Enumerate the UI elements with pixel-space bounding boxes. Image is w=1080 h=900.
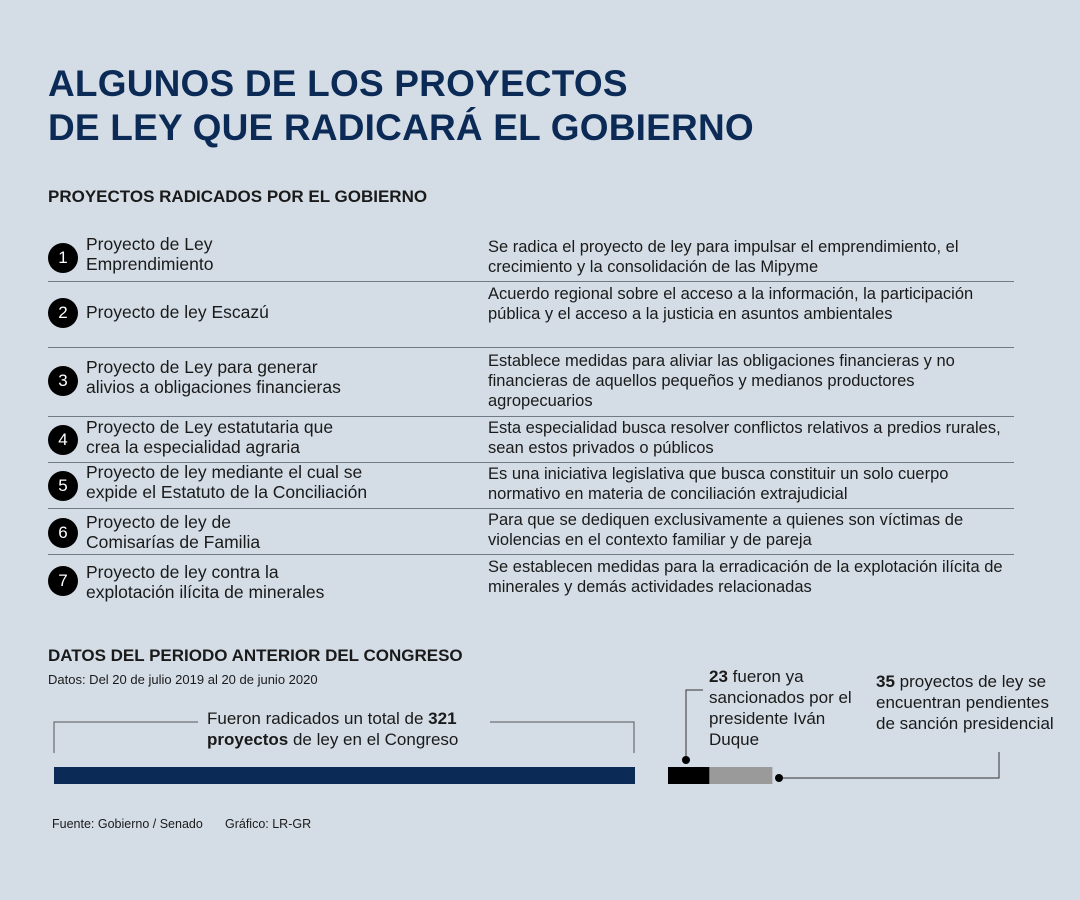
project-row bbox=[48, 281, 1014, 348]
sanctioned-dot bbox=[682, 756, 690, 764]
project-name: Proyecto de ley mediante el cual se expide el Estatuto de la Conciliación bbox=[86, 462, 368, 502]
project-row bbox=[48, 416, 1014, 463]
project-description: Se establecen medidas para la erradicación de la explotación ilícita de minerales y demás actividades relacionadas bbox=[488, 558, 1003, 596]
sanctioned-text: fueron ya sancionados por el presidente Iván Duque bbox=[709, 667, 852, 749]
project-name: Proyecto de ley de Comisarías de Familia bbox=[86, 512, 261, 552]
pending-dot bbox=[775, 774, 783, 782]
project-number-badge: 1 bbox=[48, 243, 78, 273]
project-number-badge: 6 bbox=[48, 518, 78, 548]
project-description: Acuerdo regional sobre el acceso a la información, la participación pública y el acceso a la justicia en asuntos ambientales bbox=[488, 285, 974, 323]
total-label bbox=[207, 708, 497, 750]
project-number-badge: 5 bbox=[48, 471, 78, 501]
project-description: Establece medidas para aliviar las obligaciones financieras y no financieras de aquellos pequeños y medianos productores agropecuarios bbox=[488, 352, 955, 410]
total-label-post: de ley en el Congreso bbox=[288, 730, 459, 749]
project-number-badge: 4 bbox=[48, 425, 78, 455]
pending-value: 35 bbox=[876, 672, 895, 691]
pending-connector bbox=[779, 752, 999, 778]
project-number-badge: 2 bbox=[48, 298, 78, 328]
pending-text: proyectos de ley se encuentran pendientes de sanción presidencial bbox=[876, 672, 1054, 733]
total-label-bold: proyectos bbox=[207, 730, 289, 749]
project-row bbox=[48, 462, 1014, 509]
page-title bbox=[48, 62, 754, 150]
project-row bbox=[48, 508, 1014, 555]
project-description: Es una iniciativa legislativa que busca constituir un solo cuerpo normativo en materia de conciliación extrajudicial bbox=[488, 465, 949, 503]
title-line-2: DE LEY QUE RADICARÁ EL GOBIERNO bbox=[48, 107, 754, 148]
total-value: 321 bbox=[428, 709, 457, 728]
total-bracket-right bbox=[490, 722, 634, 753]
project-number-badge: 7 bbox=[48, 566, 78, 596]
bar-total bbox=[54, 767, 635, 784]
total-label-pre: Fueron radicados un total de bbox=[207, 709, 429, 728]
project-number-badge: 3 bbox=[48, 366, 78, 396]
sanctioned-label bbox=[709, 666, 859, 750]
title-line-1: ALGUNOS DE LOS PROYECTOS bbox=[48, 63, 628, 104]
bar-pending bbox=[709, 767, 772, 784]
pending-label bbox=[876, 671, 1056, 734]
project-name: Proyecto de Ley para generar alivios a obligaciones financieras bbox=[86, 357, 341, 397]
project-name: Proyecto de ley Escazú bbox=[86, 302, 269, 322]
total-bracket-left bbox=[54, 722, 198, 753]
section-heading-projects: PROYECTOS RADICADOS POR EL GOBIERNO bbox=[48, 187, 428, 206]
project-name: Proyecto de Ley Emprendimiento bbox=[86, 234, 214, 274]
project-row bbox=[48, 232, 1014, 282]
sanctioned-value: 23 bbox=[709, 667, 728, 686]
bar-sanctioned bbox=[668, 767, 709, 784]
project-description: Para que se dediquen exclusivamente a quienes son víctimas de violencias en el contexto familiar y de pareja bbox=[488, 511, 964, 549]
project-row bbox=[48, 347, 1014, 417]
project-name: Proyecto de ley contra la explotación ilícita de minerales bbox=[86, 562, 325, 602]
graphic-credit: Gráfico: LR-GR bbox=[225, 817, 312, 831]
period-subheading: Datos: Del 20 de julio 2019 al 20 de junio 2020 bbox=[48, 672, 318, 687]
source-note: Fuente: Gobierno / Senado bbox=[52, 817, 203, 831]
project-row bbox=[48, 554, 1014, 606]
section-heading-congress: DATOS DEL PERIODO ANTERIOR DEL CONGRESO bbox=[48, 646, 463, 665]
project-description: Se radica el proyecto de ley para impulsar el emprendimiento, el crecimiento y la consolidación de las Mipyme bbox=[488, 238, 959, 276]
project-description: Esta especialidad busca resolver conflictos relativos a predios rurales, sean estos privados o públicos bbox=[488, 419, 1001, 457]
sanctioned-connector bbox=[686, 690, 703, 760]
project-name: Proyecto de Ley estatutaria que crea la especialidad agraria bbox=[86, 417, 334, 457]
